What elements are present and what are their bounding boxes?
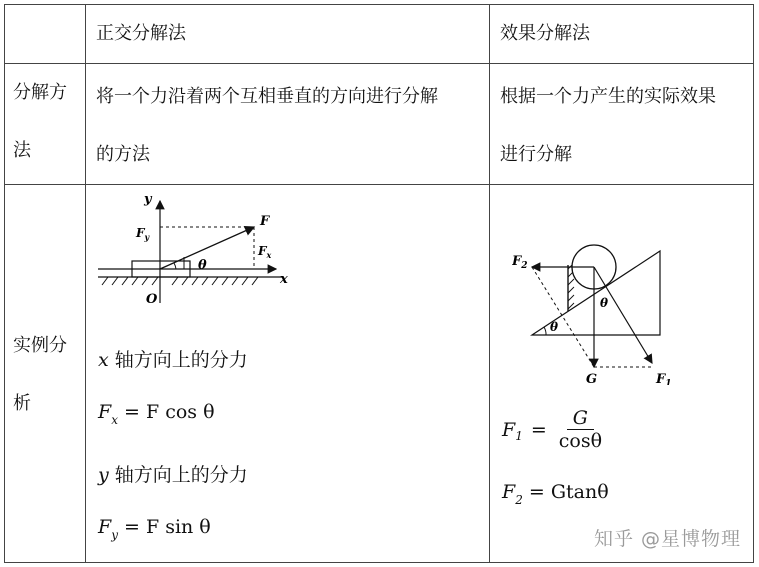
y-axis-caption: y 轴方向上的分力 (98, 464, 248, 486)
force-f1-label: $F_1$ (656, 372, 672, 385)
example-effect-cell (490, 185, 754, 563)
gravity-g-label: G (586, 372, 598, 385)
corner-cell (5, 5, 86, 64)
example-orthogonal-cell (86, 185, 490, 563)
theta-top-label: θ (600, 296, 609, 310)
f1-fraction: $\frac{G}{\cos\theta}$ (558, 407, 603, 452)
effect-diagram (512, 235, 712, 385)
force-fx-label: $F_x$ (258, 244, 272, 260)
x-axis-caption: x 轴方向上的分力 (98, 349, 248, 371)
example-label: 实例分 析 (5, 185, 86, 563)
method-row (5, 64, 754, 185)
origin-label: O (146, 292, 158, 307)
x-axis-label: x (280, 272, 288, 287)
header-effect: 效果分解法 (490, 5, 754, 64)
f2-formula: $F_2 = Gtan\theta$ (502, 481, 609, 507)
theta-label: θ (198, 258, 207, 273)
header-orthogonal: 正交分解法 (86, 5, 490, 64)
orthogonal-diagram (94, 191, 294, 311)
watermark: 知乎 @星博物理 (593, 528, 741, 550)
f1-formula: F 1 = $\frac{G}{\cos\theta}$ (502, 407, 606, 452)
method-orthogonal-text: 将一个力沿着两个互相垂直的方向进行分解 的方法 (86, 64, 490, 185)
example-row (5, 185, 754, 563)
y-axis-label: y (144, 192, 152, 207)
theta-bottom-label: θ (550, 320, 559, 334)
method-effect-text: 根据一个力产生的实际效果 进行分解 (490, 64, 754, 185)
fy-formula: $F_y = F$ sin θ (98, 516, 211, 542)
force-f2-label: $F_2$ (512, 254, 528, 271)
decomposition-table (4, 4, 754, 563)
force-fy-label: $F_y$ (136, 226, 150, 242)
force-f-label: F (260, 214, 270, 229)
header-row (5, 5, 754, 64)
fx-formula: $F_x = F$ cos θ (98, 401, 215, 427)
method-label: 分解方 法 (5, 64, 86, 185)
